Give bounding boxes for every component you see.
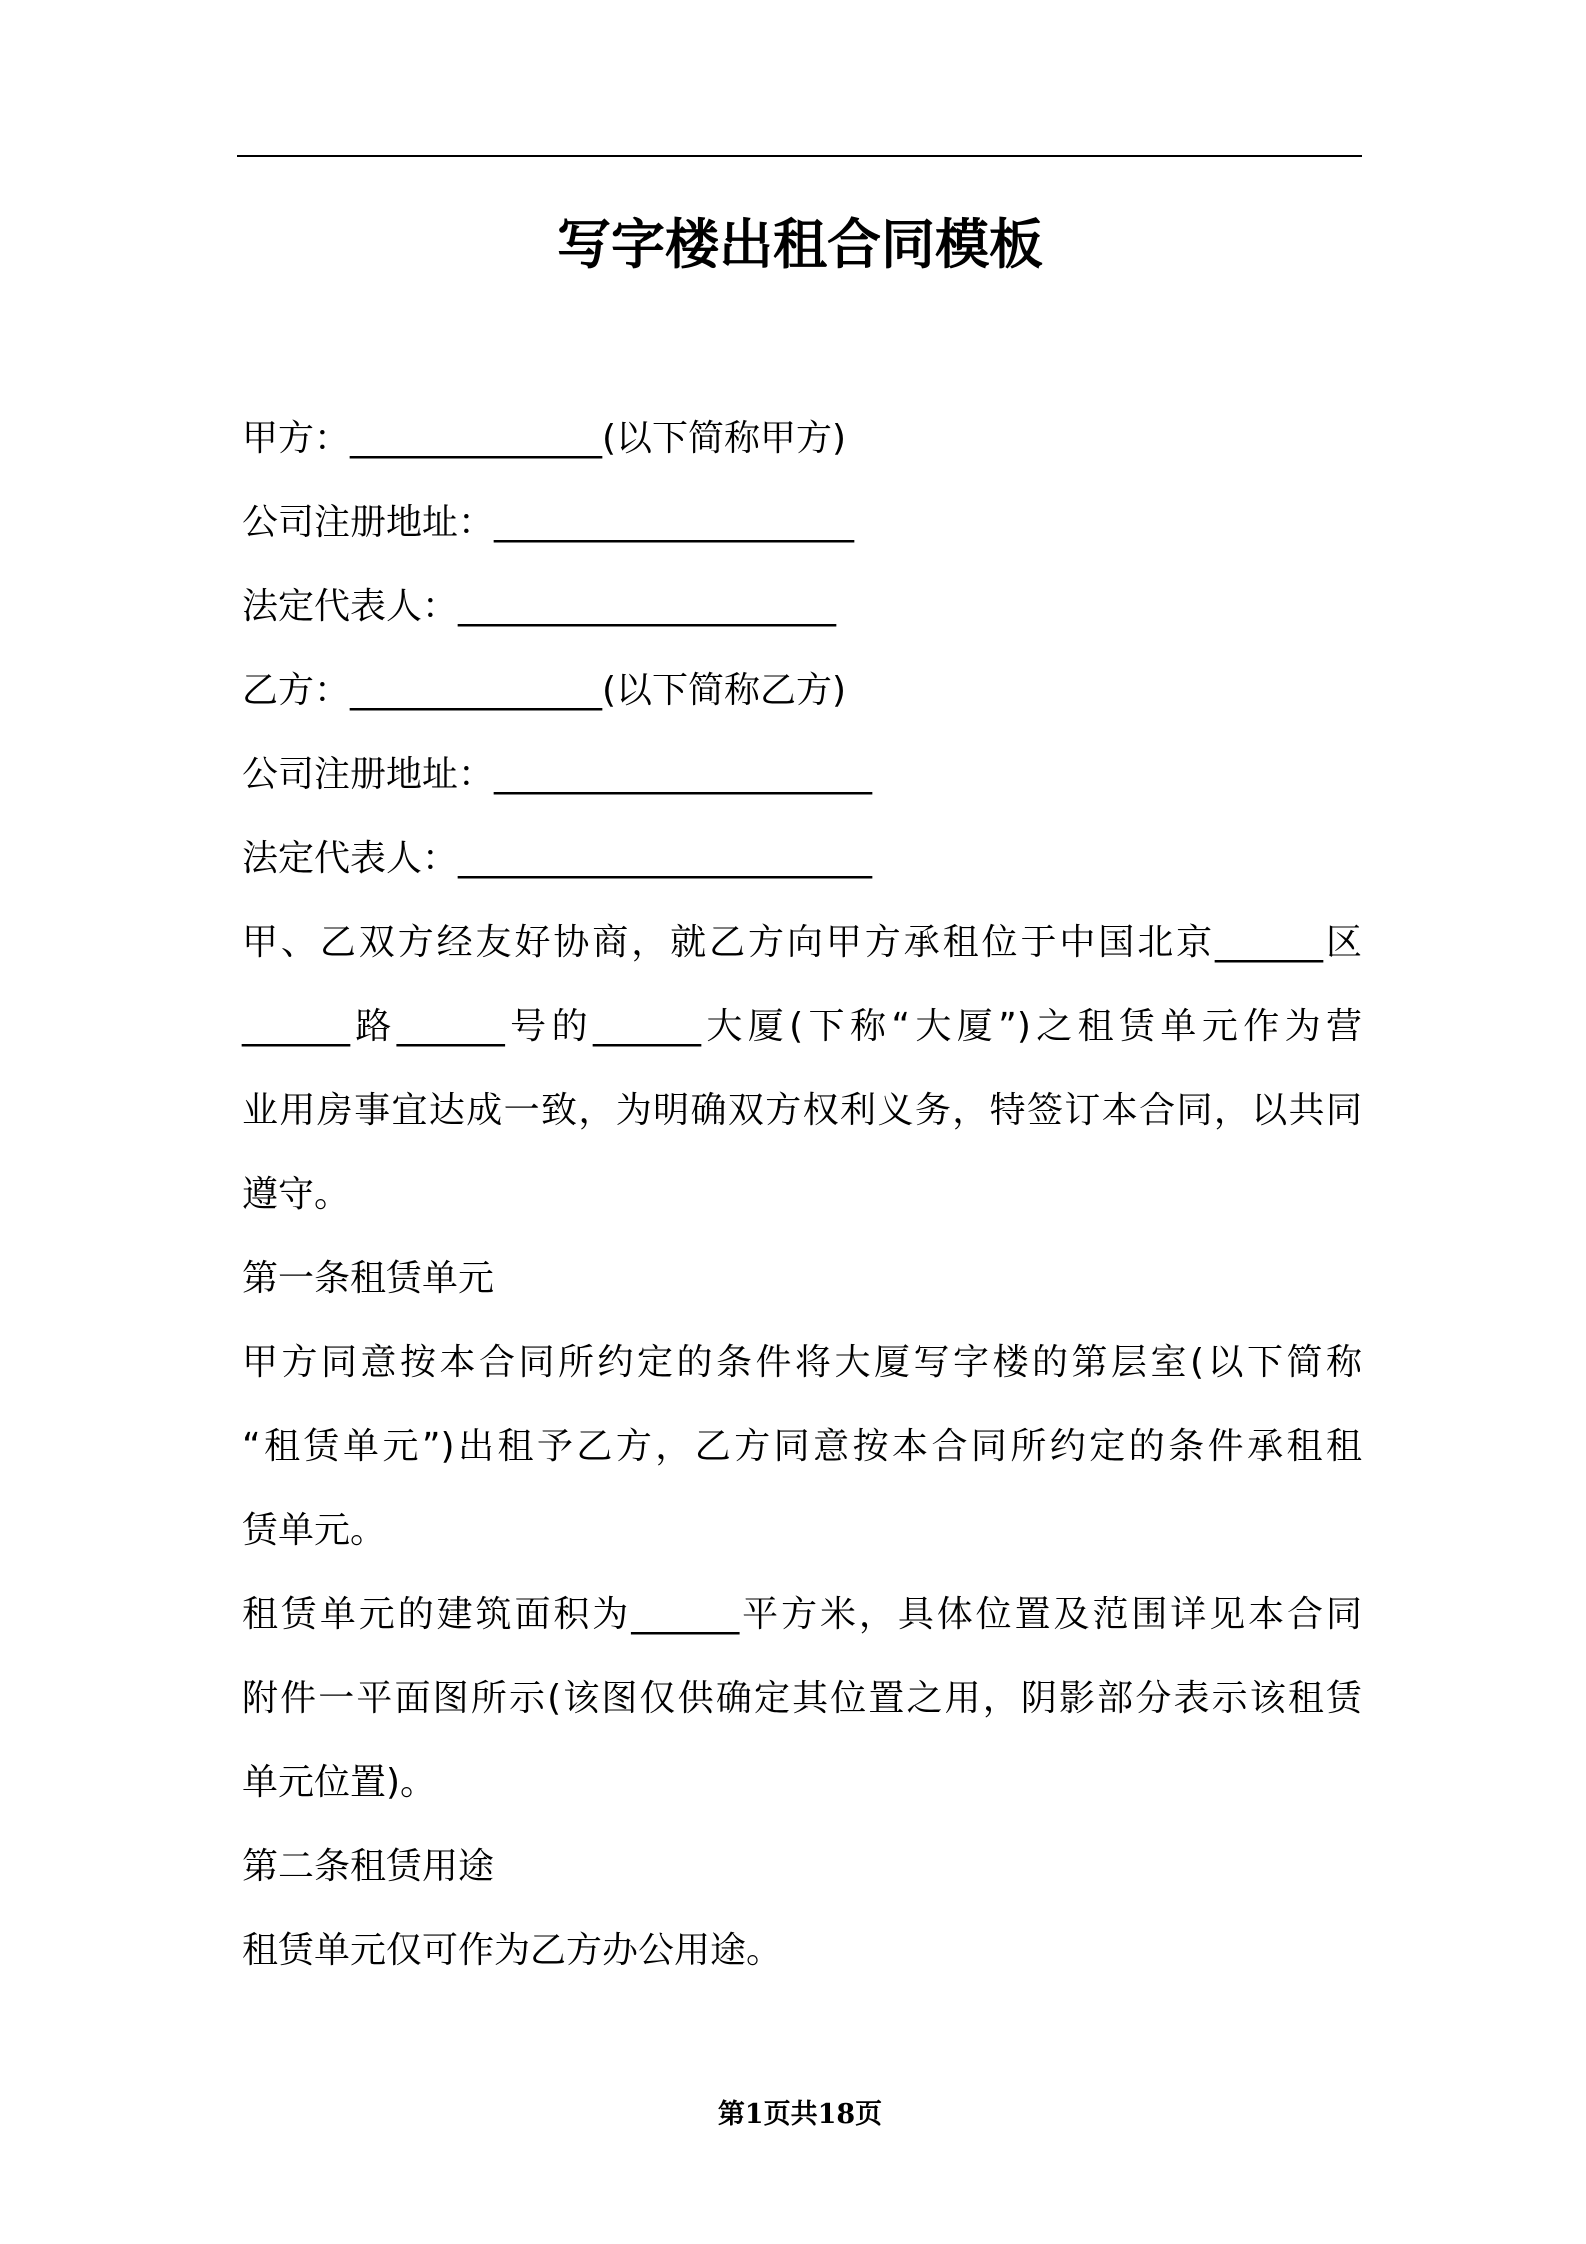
article-2-line-1: 租赁单元仅可作为乙方办公用途。: [242, 1930, 783, 1971]
party-b-line: 乙方：______________(以下简称乙方): [242, 670, 847, 711]
preamble-line-2: ______路______号的______大厦(下称“大厦”)之租赁单元作为营: [242, 1006, 1362, 1047]
article-1-line-1: 甲方同意按本合同所约定的条件将大厦写字楼的第层室(以下简称: [242, 1342, 1362, 1383]
party-b-address-line: 公司注册地址：_____________________: [242, 754, 873, 795]
document-title: 写字楼出租合同模板: [557, 213, 1043, 276]
article-1-area-line-1: 租赁单元的建筑面积为______平方米，具体位置及范围详见本合同: [242, 1594, 1362, 1635]
preamble-line-3: 业用房事宜达成一致，为明确双方权利义务，特签订本合同，以共同: [242, 1090, 1362, 1131]
page-number: 第1页共18页: [717, 2099, 883, 2130]
header-rule: [237, 155, 1362, 157]
party-a-address-line: 公司注册地址：____________________: [242, 502, 855, 543]
preamble-line-4: 遵守。: [242, 1174, 351, 1215]
article-2-heading: 第二条租赁用途: [242, 1846, 495, 1887]
party-b-representative-line: 法定代表人：_______________________: [242, 838, 873, 879]
document-body: [242, 397, 1362, 1993]
party-a-line: 甲方：______________(以下简称甲方): [242, 418, 847, 459]
article-1-area-line-2: 附件一平面图所示(该图仅供确定其位置之用，阴影部分表示该租赁: [242, 1678, 1362, 1719]
party-a-representative-line: 法定代表人：_____________________: [242, 586, 837, 627]
article-1-heading: 第一条租赁单元: [242, 1258, 495, 1299]
article-1-line-2: “租赁单元”)出租予乙方，乙方同意按本合同所约定的条件承租租: [242, 1426, 1362, 1467]
preamble-line-1: 甲、乙双方经友好协商，就乙方向甲方承租位于中国北京______区: [242, 922, 1362, 963]
article-1-area-line-3: 单元位置)。: [242, 1762, 437, 1803]
article-1-line-3: 赁单元。: [242, 1510, 387, 1551]
